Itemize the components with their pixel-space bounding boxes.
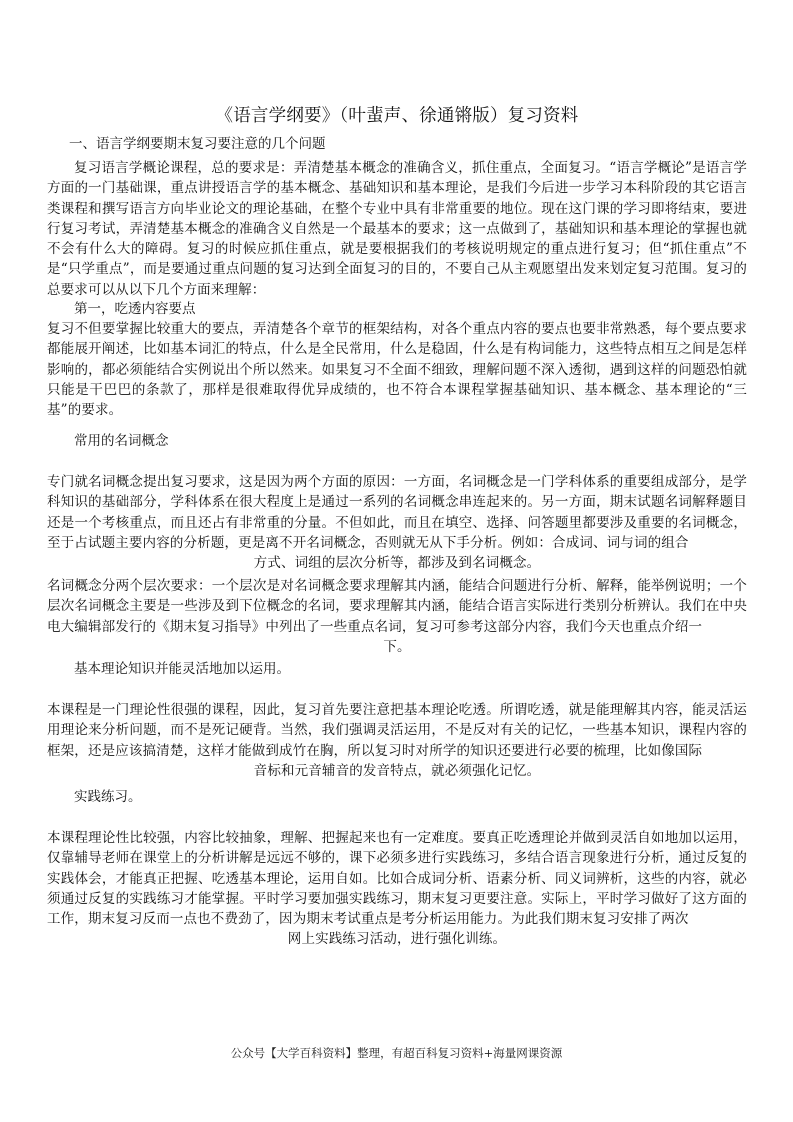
point2-paragraph-2-main: 名词概念分两个层次要求：一个层次是对名词概念要求理解其内涵，能结合问题进行分析、解释，能举例说明；一个层次名词概念主要是一些涉及到下位概念的名词，要求理解其内涵，能结合语言实际进行类别分析辨认。我们在中央电大编辑部发行的《期末复习指导》中列出了一些重点名词，复习可参考这部分内容，我们今天也重点介绍一	[47, 578, 747, 635]
point3-paragraph-last-line: 音标和元音辅音的发音特点，就必须强化记忆。	[253, 762, 541, 779]
point2-paragraph-1	[47, 472, 747, 573]
point2-paragraph-2-last-line: 下。	[383, 638, 411, 655]
point2-heading: 常用的名词概念	[74, 433, 169, 449]
point2-paragraph-2	[47, 576, 747, 657]
point4-paragraph-main: 本课程理论性比较强，内容比较抽象，理解、把握起来也有一定难度。要真正吃透理论并做到灵活自如地加以运用，仅靠辅导老师在课堂上的分析讲解是远远不够的，课下必须多进行实践练习，多结合语言现象进行分析，通过反复的实践体会，才能真正把握、吃透基本理论，运用自如。比如合成词分析、语素分析、同义词辨析，这些的内容，就必须通过反复的实践练习才能掌握。平时学习要加强实践练习，期末复习更要注意。实际上，平时学习做好了这方面的工作，期末复习反而一点也不费劲了，因为期末考试重点是考分析运用能力。为此我们期末复习安排了两次	[47, 830, 747, 928]
document-title: 《语言学纲要》（叶蜚声、徐通锵版）复习资料	[215, 106, 579, 126]
intro-paragraph: 复习语言学概论课程，总的要求是：弄清楚基本概念的准确含义，抓住重点，全面复习。“语言学概论”是语言学方面的一门基础课，重点讲授语言学的基本概念、基础知识和基本理论，是我们今后进一步学习本科阶段的其它语言类课程和撰写语言方向毕业论文的理论基础，在整个专业中具有非常重要的地位。现在这门课的学习即将结束，要进行复习考试，弄清楚基本概念的准确含义自然是一个最基本的要求；这一点做到了，基础知识和基本理论的掌握也就不会有什么大的障碍。复习的时候应抓住重点，就是要根据我们的考核说明规定的重点进行复习；但“抓住重点”不是“只学重点”，而是要通过重点问题的复习达到全面复习的目的，不要自己从主观愿望出发来划定复习范围。复习的总要求可以从以下几个方面来理解：	[47, 160, 747, 298]
point4-heading: 实践练习。	[74, 789, 142, 805]
point1-heading: 第一，吃透内容要点	[74, 301, 196, 317]
point3-paragraph	[47, 700, 747, 781]
section-heading: 一、语言学纲要期末复习要注意的几个问题	[69, 136, 326, 152]
page-footer: 公众号【大学百科资料】整理，有超百科复习资料+海量网课资源	[230, 1046, 563, 1060]
point3-heading: 基本理论知识并能灵活地加以运用。	[74, 661, 290, 677]
point4-paragraph-last-line: 网上实践练习活动，进行强化训练。	[287, 931, 507, 948]
point2-paragraph-1-last-line: 方式、词组的层次分析等，都涉及到名词概念。	[253, 555, 541, 572]
point4-paragraph	[47, 828, 747, 950]
point3-paragraph-main: 本课程是一门理论性很强的课程，因此，复习首先要注意把基本理论吃透。所谓吃透，就是能理解其内容，能灵活运用理论来分析问题，而不是死记硬背。当然，我们强调灵活运用，不是反对有关的记忆，一些基本知识，课程内容的框架，还是应该搞清楚，这样才能做到成竹在胸，所以复习时对所学的知识还要进行必要的梳理，比如像国际	[47, 702, 747, 759]
point1-paragraph: 复习不但要掌握比较重大的要点，弄清楚各个章节的框架结构，对各个重点内容的要点也要非常熟悉，每个要点要求都能展开阐述，比如基本词汇的特点，什么是全民常用，什么是稳固，什么是有构词能力，这些特点相互之间是怎样影响的，都必须能结合实例说出个所以然来。如果复习不全面不细致，理解问题不深入透彻，遇到这样的问题恐怕就只能是干巴巴的条款了，那样是很难取得优异成绩的，也不符合本课程掌握基础知识、基本概念、基本理论的“三基”的要求。	[47, 321, 747, 419]
point2-paragraph-1-main: 专门就名词概念提出复习要求，这是因为两个方面的原因：一方面，名词概念是一门学科体系的重要组成部分，是学科知识的基础部分，学科体系在很大程度上是通过一系列的名词概念串连起来的。另一方面，期末试题名词解释题目还是一个考核重点，而且还占有非常重的分量。不但如此，而且在填空、选择、问答题里都要涉及重要的名词概念，至于占试题主要内容的分析题，更是离不开名词概念，否则就无从下手分析。例如：合成词、词与词的组合	[47, 474, 747, 551]
